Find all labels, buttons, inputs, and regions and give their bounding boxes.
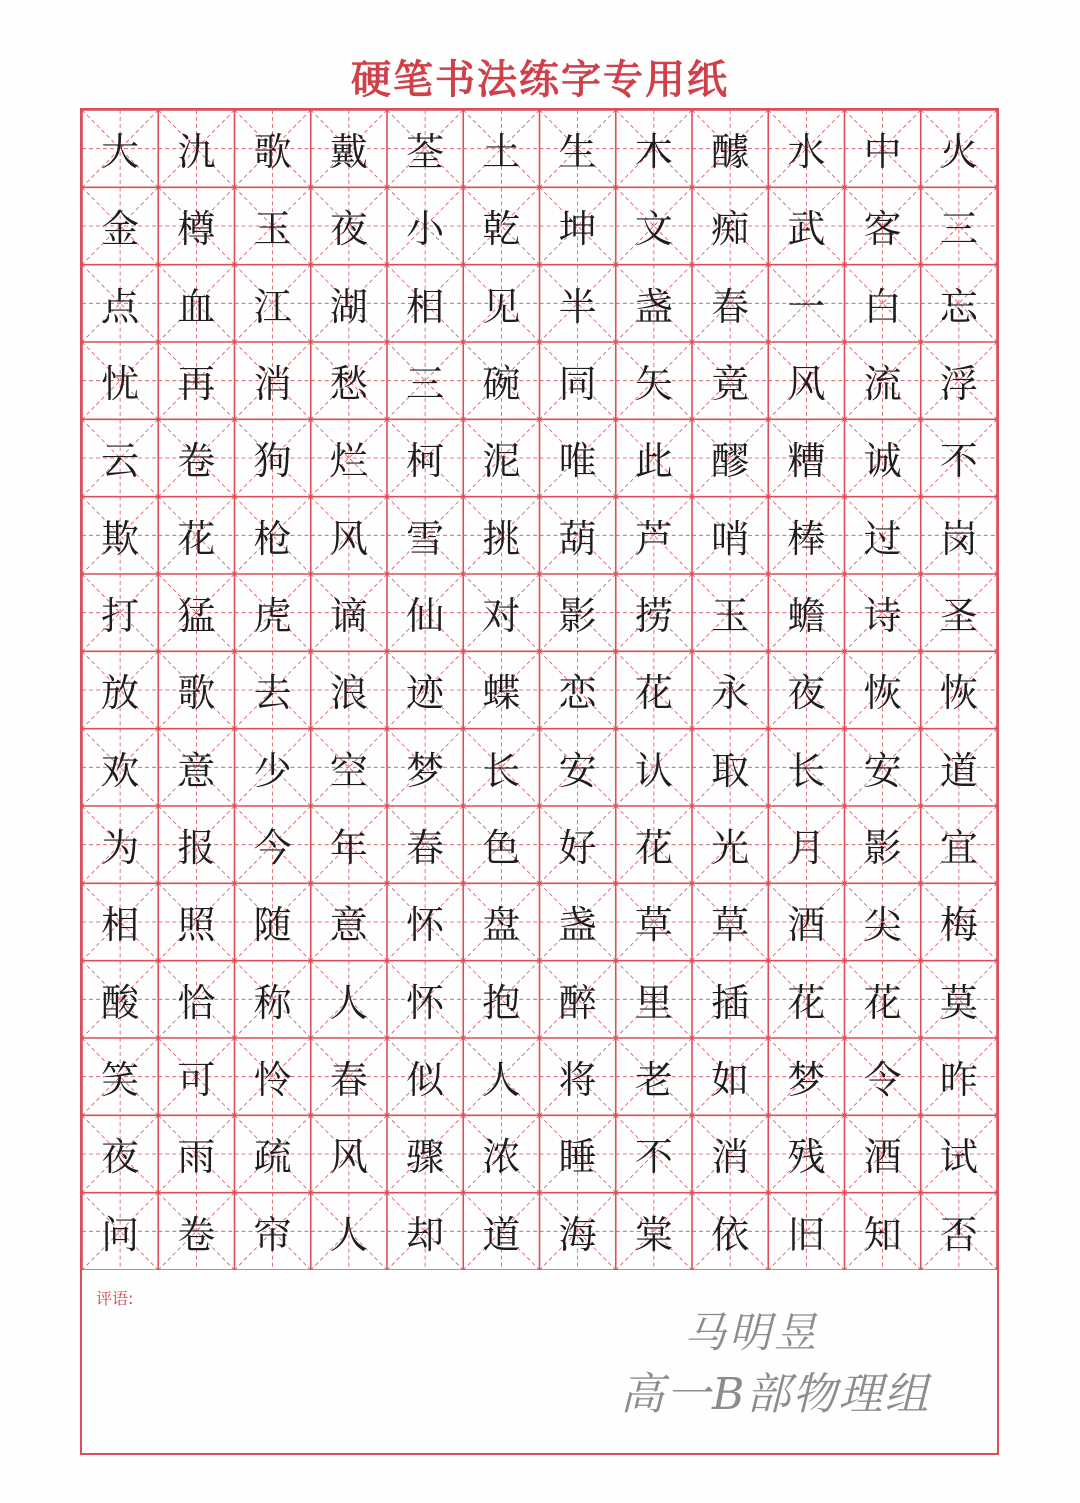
grid-cell: 玉: [711, 594, 750, 639]
grid-cell: 土: [482, 130, 521, 175]
grid-cell: 欢: [101, 748, 140, 793]
grid-cell: 猛: [177, 594, 216, 639]
grid-cell: 客: [863, 207, 902, 252]
grid-cell: 怜: [253, 1058, 292, 1103]
grid-cell: 莫: [939, 980, 978, 1025]
grid-cell: 血: [177, 284, 216, 329]
grid-cell: 挑: [482, 516, 521, 561]
grid-cell: 白: [863, 284, 902, 329]
grid-cell: 唯: [558, 439, 597, 484]
grid-cell: 同: [558, 362, 597, 407]
grid-cell: 风: [787, 362, 826, 407]
grid-cell: 盏: [634, 284, 673, 329]
grid-cell: 老: [634, 1058, 673, 1103]
grid-cell: 狗: [253, 439, 292, 484]
grid-cell: 棒: [787, 516, 826, 561]
grid-cell: 去: [253, 671, 292, 716]
grid-cell: 酒: [863, 1135, 902, 1180]
grid-cell: 对: [482, 594, 521, 639]
grid-cell: 梅: [939, 903, 978, 948]
grid-cell: 恢: [939, 671, 978, 716]
grid-cell: 月: [787, 826, 826, 871]
grid-cell: 雨: [177, 1135, 216, 1180]
grid-cell: 流: [863, 362, 902, 407]
grid-cell: 却: [406, 1212, 445, 1257]
grid-cell: 睡: [558, 1135, 597, 1180]
grid-cell: 江: [253, 284, 292, 329]
grid-cell: 火: [939, 130, 978, 175]
grid-cell: 氿: [177, 130, 216, 175]
grid-cell: 恋: [558, 671, 597, 716]
grid-cell: 尖: [863, 903, 902, 948]
grid-cell: 矢: [634, 362, 673, 407]
grid-cell: 此: [634, 439, 673, 484]
grid-cell: 浮: [939, 362, 978, 407]
grid-cell: 抱: [482, 980, 521, 1025]
grid-cell: 圣: [939, 594, 978, 639]
grid-cell: 为: [101, 826, 140, 871]
grid-cell: 醵: [711, 130, 750, 175]
grid-cell: 消: [711, 1135, 750, 1180]
grid-cell: 金: [101, 207, 140, 252]
grid-cell: 花: [863, 980, 902, 1025]
grid-cell: 随: [253, 903, 292, 948]
grid-cell: 歌: [177, 671, 216, 716]
grid-cell: 卷: [177, 439, 216, 484]
signature-name: 马明昱: [684, 1308, 820, 1357]
grid-cell: 打: [101, 594, 140, 639]
grid-cell: 乾: [482, 207, 521, 252]
grid-cell: 木: [634, 130, 673, 175]
practice-sheet: [80, 108, 999, 1455]
grid-cell: 卷: [177, 1212, 216, 1257]
grid-cell: 可: [177, 1058, 216, 1103]
grid-cell: 迹: [406, 671, 445, 716]
grid-cell: 依: [711, 1212, 750, 1257]
grid-cell: 怀: [406, 980, 445, 1025]
grid-cell: 长: [787, 748, 826, 793]
grid-cell: 恰: [177, 980, 216, 1025]
grid-cell: 草: [711, 903, 750, 948]
grid-cell: 愁: [329, 362, 368, 407]
grid-cell: 见: [482, 284, 521, 329]
grid-cell: 仙: [406, 594, 445, 639]
grid-cell: 蟾: [787, 594, 826, 639]
grid-cell: 怀: [406, 903, 445, 948]
grid-cell: 欺: [101, 516, 140, 561]
grid-cell: 春: [329, 1058, 368, 1103]
grid-cell: 水: [787, 130, 826, 175]
grid-cell: 将: [558, 1058, 597, 1103]
grid-cell: 人: [329, 1212, 368, 1257]
grid-cell: 岗: [939, 516, 978, 561]
grid-cell: 认: [634, 748, 673, 793]
character-grid: [82, 110, 997, 1270]
grid-cell: 忧: [101, 362, 140, 407]
grid-cell: 不: [939, 439, 978, 484]
grid-cell: 三: [939, 207, 978, 252]
grid-cell: 海: [558, 1212, 597, 1257]
grid-cell: 半: [558, 284, 597, 329]
grid-cell: 春: [406, 826, 445, 871]
grid-cell: 空: [329, 748, 368, 793]
grid-cell: 小: [406, 207, 445, 252]
grid-cell: 花: [787, 980, 826, 1025]
grid-cell: 报: [177, 826, 216, 871]
grid-cell: 醉: [558, 980, 597, 1025]
grid-cell: 骤: [406, 1135, 445, 1180]
grid-cell: 试: [939, 1135, 978, 1180]
grid-cell: 枪: [253, 516, 292, 561]
grid-cell: 插: [711, 980, 750, 1025]
grid-cell: 芦: [634, 516, 673, 561]
grid-cell: 浪: [329, 671, 368, 716]
grid-cell: 花: [634, 671, 673, 716]
grid-cell: 碗: [482, 362, 521, 407]
grid-cell: 相: [101, 903, 140, 948]
grid-cell: 安: [863, 748, 902, 793]
grid-cell: 疏: [253, 1135, 292, 1180]
grid-cell: 安: [558, 748, 597, 793]
grid-cell: 酸: [101, 980, 140, 1025]
grid-cell: 樽: [177, 207, 216, 252]
grid-cell: 花: [177, 516, 216, 561]
grid-cell: 不: [634, 1135, 673, 1180]
grid-cell: 称: [253, 980, 292, 1025]
grid-cell: 里: [634, 980, 673, 1025]
grid-cell: 棠: [634, 1212, 673, 1257]
grid-cell: 影: [863, 826, 902, 871]
grid-cell: 谪: [329, 594, 368, 639]
grid-cell: 玉: [253, 207, 292, 252]
signature-group: 高一B部物理组: [620, 1369, 931, 1420]
grid-cell: 花: [634, 826, 673, 871]
grid-cell: 令: [863, 1058, 902, 1103]
grid-cell: 梦: [406, 748, 445, 793]
grid-cell: 春: [711, 284, 750, 329]
grid-cell: 宜: [939, 826, 978, 871]
grid-cell: 三: [406, 362, 445, 407]
grid-cell: 蝶: [482, 671, 521, 716]
grid-cell: 旧: [787, 1212, 826, 1257]
grid-cell: 永: [711, 671, 750, 716]
grid-cell: 葫: [558, 516, 597, 561]
grid-cell: 盘: [482, 903, 521, 948]
page-title: 硬笔书法练字专用纸: [351, 56, 729, 103]
grid-cell: 消: [253, 362, 292, 407]
grid-cell: 一: [787, 284, 826, 329]
grid-cell: 似: [406, 1058, 445, 1103]
grid-cell: 捞: [634, 594, 673, 639]
grid-cell: 长: [482, 748, 521, 793]
grid-cell: 否: [939, 1212, 978, 1257]
grid-cell: 湖: [329, 284, 368, 329]
grid-cell: 问: [101, 1212, 140, 1257]
grid-cell: 大: [101, 130, 140, 175]
grid-cell: 忘: [939, 284, 978, 329]
grid-cell: 残: [787, 1135, 826, 1180]
grid-cell: 烂: [329, 439, 368, 484]
grid-cell: 夜: [329, 207, 368, 252]
grid-cell: 放: [101, 671, 140, 716]
grid-cell: 如: [711, 1058, 750, 1103]
grid-cell: 醪: [711, 439, 750, 484]
grid-cell: 浓: [482, 1135, 521, 1180]
grid-cell: 痴: [711, 207, 750, 252]
grid-cell: 帘: [253, 1212, 292, 1257]
grid-cell: 坤: [558, 207, 597, 252]
grid-cell: 文: [634, 207, 673, 252]
grid-cell: 风: [329, 516, 368, 561]
grid-cell: 知: [863, 1212, 902, 1257]
grid-cell: 生: [558, 130, 597, 175]
grid-cell: 武: [787, 207, 826, 252]
grid-cell: 柯: [406, 439, 445, 484]
grid-cell: 夜: [101, 1135, 140, 1180]
grid-cell: 泥: [482, 439, 521, 484]
grid-cell: 诗: [863, 594, 902, 639]
grid-cell: 相: [406, 284, 445, 329]
grid-cell: 意: [177, 748, 216, 793]
grid-cell: 戴: [329, 130, 368, 175]
grid-cell: 人: [482, 1058, 521, 1103]
grid-cell: 哨: [711, 516, 750, 561]
grid-cell: 年: [329, 826, 368, 871]
comment-label: 评语:: [96, 1289, 134, 1308]
grid-cell: 色: [482, 826, 521, 871]
grid-cell: 雪: [406, 516, 445, 561]
grid-cell: 歌: [253, 130, 292, 175]
grid-cell: 照: [177, 903, 216, 948]
grid-cell: 夜: [787, 671, 826, 716]
grid-cell: 影: [558, 594, 597, 639]
grid-cell: 点: [101, 284, 140, 329]
grid-cell: 盏: [558, 903, 597, 948]
grid-cell: 草: [634, 903, 673, 948]
grid-cell: 中: [863, 130, 902, 175]
grid-cell: 道: [939, 748, 978, 793]
grid-cell: 道: [482, 1212, 521, 1257]
grid-cell: 虎: [253, 594, 292, 639]
grid-cell: 今: [253, 826, 292, 871]
grid-cell: 意: [329, 903, 368, 948]
grid-cell: 光: [711, 826, 750, 871]
grid-cell: 恢: [863, 671, 902, 716]
grid-cell: 人: [329, 980, 368, 1025]
grid-cell: 好: [558, 826, 597, 871]
grid-cell: 过: [863, 516, 902, 561]
grid-cell: 笑: [101, 1058, 140, 1103]
grid-cell: 荃: [406, 130, 445, 175]
grid-cell: 云: [101, 439, 140, 484]
grid-cell: 再: [177, 362, 216, 407]
grid-cell: 取: [711, 748, 750, 793]
grid-cell: 风: [329, 1135, 368, 1180]
grid-cell: 梦: [787, 1058, 826, 1103]
grid-cell: 酒: [787, 903, 826, 948]
grid-cell: 少: [253, 748, 292, 793]
grid-cell: 糟: [787, 439, 826, 484]
grid-cell: 诚: [863, 439, 902, 484]
grid-cell: 竟: [711, 362, 750, 407]
grid-cell: 昨: [939, 1058, 978, 1103]
